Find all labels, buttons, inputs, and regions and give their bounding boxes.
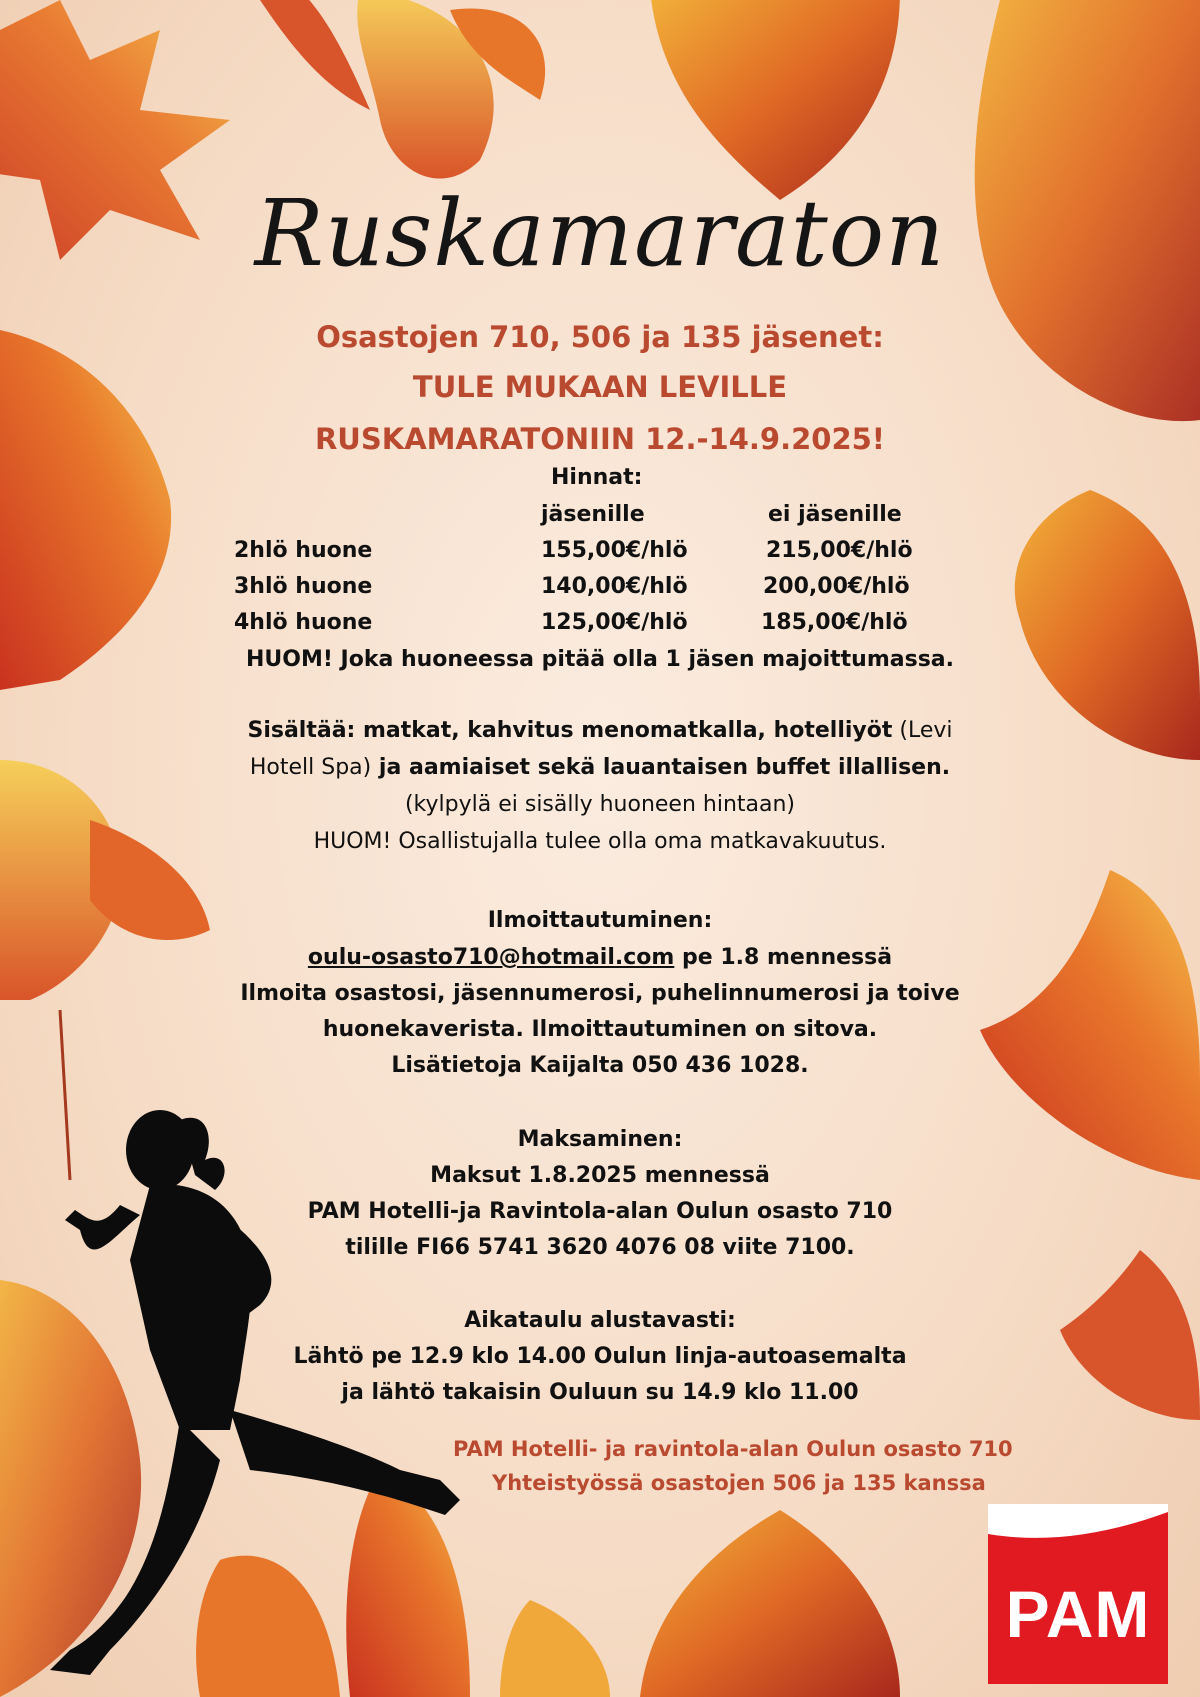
includes-text: Hotell Spa) [249, 755, 372, 780]
column-header-members: jäsenille [541, 502, 645, 527]
pam-logo [988, 1504, 1168, 1684]
includes-text: (Levi [892, 718, 953, 743]
schedule-line-2: Lähtö pe 12.9 klo 14.00 Oulun linja-autoasemalta [293, 1344, 907, 1369]
price-row-room: 3hlö huone [234, 574, 373, 599]
price-row-nonmembers: 185,00€/hlö [761, 610, 908, 635]
registration-line-3: Ilmoita osastosi, jäsennumerosi, puhelinnumerosi ja toive [240, 981, 960, 1006]
footer-line-1: PAM Hotelli- ja ravintola-alan Oulun osasto 710 [453, 1437, 1013, 1461]
schedule-heading: Aikataulu alustavasti: [464, 1308, 736, 1333]
includes-text-bold: Sisältää: matkat, kahvitus menomatkalla, hotelliyöt [247, 718, 893, 743]
payment-heading: Maksaminen: [517, 1127, 683, 1152]
schedule-line-3: ja lähtö takaisin Ouluun su 14.9 klo 11.00 [341, 1380, 859, 1405]
price-row-nonmembers: 200,00€/hlö [763, 574, 910, 599]
registration-heading: Ilmoittautuminen: [487, 908, 713, 933]
price-row-members: 140,00€/hlö [541, 574, 688, 599]
flyer-title: Ruskamaraton [254, 180, 946, 287]
registration-contact [0, 945, 1200, 970]
includes-line-1 [0, 718, 1200, 743]
column-header-nonmembers: ei jäsenille [768, 502, 902, 527]
price-row-members: 155,00€/hlö [541, 538, 688, 563]
includes-line-2 [0, 755, 1200, 780]
price-row-nonmembers: 215,00€/hlö [766, 538, 913, 563]
includes-line-3: (kylpylä ei sisälly huoneen hintaan) [404, 792, 796, 817]
headline-line-2: TULE MUKAAN LEVILLE [412, 370, 788, 404]
headline-line-1: Osastojen 710, 506 ja 135 jäsenet: [316, 320, 884, 354]
price-note: HUOM! Joka huoneessa pitää olla 1 jäsen majoittumassa. [245, 647, 954, 672]
price-row-room: 2hlö huone [234, 538, 373, 563]
registration-email-link[interactable]: oulu-osasto710@hotmail.com [307, 945, 675, 970]
includes-text-bold: ja aamiaiset sekä lauantaisen buffet illallisen. [371, 755, 951, 780]
logo-wave-icon [988, 1504, 1168, 1564]
price-row-members: 125,00€/hlö [541, 610, 688, 635]
prices-heading: Hinnat: [551, 465, 643, 490]
headline-line-3: RUSKAMARATONIIN 12.-14.9.2025! [314, 422, 886, 456]
payment-line-3: PAM Hotelli-ja Ravintola-alan Oulun osasto 710 [307, 1199, 893, 1224]
registration-line-5: Lisätietoja Kaijalta 050 436 1028. [391, 1053, 809, 1078]
logo-text: PAM [1005, 1577, 1151, 1651]
footer-line-2: Yhteistyössä osastojen 506 ja 135 kanssa [492, 1471, 986, 1495]
includes-line-4: HUOM! Osallistujalla tulee olla oma matkavakuutus. [313, 829, 887, 854]
payment-line-4: tilille FI66 5741 3620 4076 08 viite 7100. [345, 1235, 855, 1260]
registration-line-4: huonekaverista. Ilmoittautuminen on sitova. [322, 1017, 878, 1042]
registration-deadline: pe 1.8 mennessä [674, 945, 893, 970]
payment-line-2: Maksut 1.8.2025 mennessä [430, 1163, 770, 1188]
price-row-room: 4hlö huone [234, 610, 373, 635]
